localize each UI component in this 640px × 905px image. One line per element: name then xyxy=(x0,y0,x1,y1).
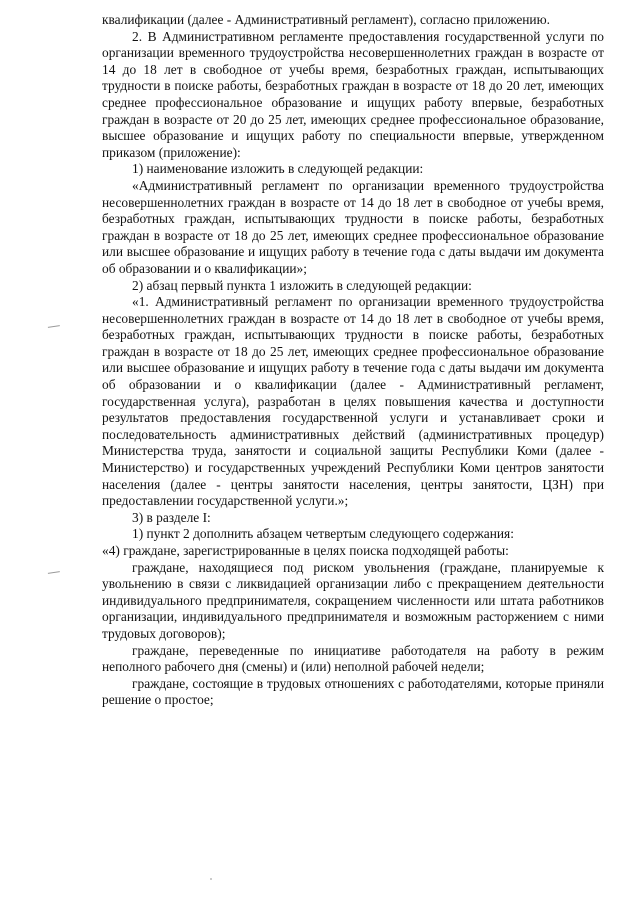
paragraph-p7: 1) пункт 2 дополнить абзацем четвертым следующего содержания: xyxy=(132,526,514,542)
paragraph-p6: 3) в разделе I: xyxy=(132,509,211,525)
paragraph-p4: 2) абзац первый пункта 1 изложить в следующей редакции: xyxy=(132,277,472,293)
paragraph-p8: «4) граждане, зарегистрированные в целях поиска подходящей работы: xyxy=(102,543,509,558)
paragraph-p2: 1) наименование изложить в следующей редакции: xyxy=(132,161,424,177)
scan-speck xyxy=(210,878,212,880)
paragraph-p9: граждане, находящиеся под риском увольнения (граждане, планируемые к увольнению в связи с ликвидацией организации либо с прекращением деятельности индивидуального предпринимателя, сокращением численности или штата работников организации, индивидуального предпринимателя и возможным расторжением с ними трудовых договоров); xyxy=(102,559,604,641)
paragraph-p10: граждане, переведенные по инициативе работодателя на работу в режим неполного рабочего дня (смены) и (или) неполной рабочей недели; xyxy=(102,642,604,675)
paragraph-p0: квалификации (далее - Административный регламент), согласно приложению. xyxy=(102,12,550,27)
paragraph-p5: «1. Административный регламент по организации временного трудоустройства несовершеннолетних граждан в возрасте от 14 до 18 лет в свободное от учебы время, безработных граждан, испытывающих трудности в поиске работы, безработных граждан в возрасте от 18 до 25 лет, имеющих среднее профессиональное образование или высшее образование и ищущих работу в течение года с даты выдачи им документа об образовании и о квалификации (далее - Административный регламент, государственная услуга), разработан в целях повышения качества и доступности результатов предоставления государственной услуги и устанавливает сроки и последовательность административных действий (административных процедур) Министерства труда, занятости и социальной защиты Республики Коми (далее - Министерство) и государственных учреждений Республики Коми центров занятости населения (далее - центры занятости населения, центры занятости, ЦЗН) при предоставлении государственной услуги.»; xyxy=(102,294,604,509)
margin-mark xyxy=(48,325,60,330)
paragraph-p11: граждане, состоящие в трудовых отношениях с работодателями, которые приняли решение о простое; xyxy=(102,675,604,708)
document-body xyxy=(102,12,604,709)
paragraph-p3: «Административный регламент по организации временного трудоустройства несовершеннолетних граждан в возрасте от 14 до 18 лет в свободное от учебы время, безработных граждан, испытывающих трудности в поиске работы, безработных граждан в возрасте от 18 до 25 лет, имеющих среднее профессиональное образование или высшее образование и ищущих работу в течение года с даты выдачи им документа об образовании и о квалификации»; xyxy=(102,177,604,276)
paragraph-p1: 2. В Административном регламенте предоставления государственной услуги по организации временного трудоустройства несовершеннолетних граждан в возрасте от 14 до 18 лет в свободное от учебы время, безработных граждан, испытывающих трудности в поиске работы, безработных граждан в возрасте от 18 до 20 лет, имеющих среднее профессиональное образование и ищущих работу впервые, безработных граждан в возрасте от 20 до 25 лет, имеющих среднее профессиональное образование, высшее образование и ищущих работу по специальности впервые, утвержденном приказом (приложение): xyxy=(102,28,604,160)
margin-mark xyxy=(48,571,60,576)
